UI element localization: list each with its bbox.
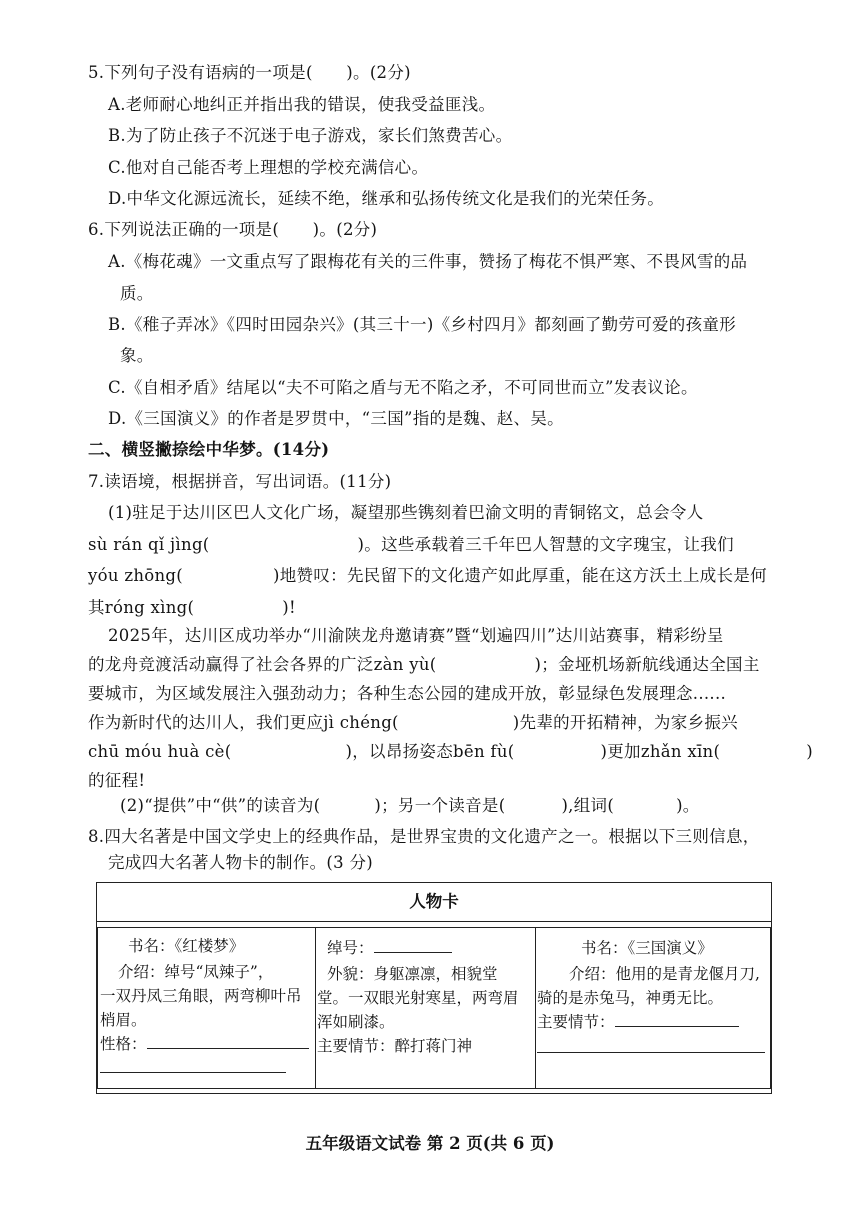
col2-nickname <box>327 936 452 960</box>
q5-option-a: A.老师耐心地纠正并指出我的错误，使我受益匪浅。 <box>108 95 496 114</box>
pinyin-rongxing: 其róng xìng( <box>88 598 195 617</box>
col1-trait-blank[interactable] <box>147 1034 309 1049</box>
q5-option-d: D.中华文化源远流长，延续不绝，继承和弘扬传统文化是我们的光荣任务。 <box>108 189 665 208</box>
col2-look-line2: 堂。一双眼光射寒星，两弯眉 <box>317 989 519 1007</box>
q7-p2-line4 <box>88 712 738 734</box>
col3-plot-blank-2[interactable] <box>537 1036 765 1053</box>
col2-plot: 主要情节：醉打蒋门神 <box>317 1037 473 1055</box>
q7-sub2-text-4: )。 <box>676 796 700 815</box>
q7-p2-line2-text: 的龙舟竞渡活动赢得了社会各界的广泛zàn yù( <box>88 655 437 674</box>
q6-option-a-line2: 质。 <box>120 284 154 303</box>
pinyin-choumouhuace: chū móu huà cè( <box>88 742 232 761</box>
card-column-shuihu <box>315 928 536 1088</box>
card-column-sanguo <box>535 928 771 1088</box>
q7-sub2-text-3: ),组词( <box>561 796 615 815</box>
pinyin-surangijing: sù rán qǐ jìng( <box>88 535 210 554</box>
q6-option-c: C.《自相矛盾》结尾以“夫不可陷之盾与无不陷之矛，不可同世而立”发表议论。 <box>108 378 698 397</box>
col3-plot-blank[interactable] <box>615 1012 739 1027</box>
q7-p1-line4 <box>88 597 296 619</box>
q7-stem: 7.读语境，根据拼音，写出词语。(11分) <box>88 472 392 491</box>
q6-option-b-line2: 象。 <box>120 346 154 365</box>
col3-intro-line1: 介绍：他用的是青龙偃月刀, <box>569 965 760 983</box>
q7-p2-line5 <box>88 741 813 763</box>
q7-p1-line3-text: )地赞叹：先民留下的文化遗产如此厚重，能在这方沃土上成长是何 <box>273 566 767 585</box>
q7-p2-line2-tail: )；金垭机场新航线通达全国主 <box>534 655 760 674</box>
q7-sub2 <box>120 795 700 817</box>
q5-stem: 5.下列句子没有语病的一项是( )。(2分) <box>88 63 411 82</box>
q7-p1-line2-text: )。这些承载着三千年巴人智慧的文字瑰宝，让我们 <box>357 535 734 554</box>
col1-intro-line1: 介绍：绰号“凤辣子”， <box>118 963 274 981</box>
card-title: 人物卡 <box>97 883 771 922</box>
col1-intro-line3: 梢眉。 <box>100 1011 147 1029</box>
col1-book: 书名：《红楼梦》 <box>128 937 245 955</box>
col2-look-line3: 浑如刷漆。 <box>317 1013 395 1031</box>
col1-extra-line <box>100 1056 286 1080</box>
card-column-honglou <box>98 928 316 1088</box>
q5-option-b: B.为了防止孩子不沉迷于电子游戏，家长们煞费苦心。 <box>108 126 513 145</box>
col1-trait-label: 性格： <box>100 1035 147 1053</box>
col2-nickname-blank[interactable] <box>374 938 452 953</box>
q7-p2-line6: 的征程! <box>88 771 146 790</box>
q5-option-c: C.他对自己能否考上理想的学校充满信心。 <box>108 158 429 177</box>
col2-nickname-label: 绰号： <box>327 939 374 957</box>
section-2-heading: 二、横竖撇捺绘中华梦。(14分) <box>88 440 330 459</box>
q7-p2-line1: 2025年，达川区成功举办“川渝陕龙舟邀请赛”暨“划遍四川”达川站赛事，精彩纷呈 <box>108 626 724 645</box>
q7-p2-line5-tail: ) <box>806 742 813 761</box>
page-footer: 五年级语文试卷 第 2 页(共 6 页) <box>305 1134 555 1153</box>
q7-p2-line4-text: 作为新时代的达川人，我们更应jì chéng( <box>88 713 399 732</box>
q8-stem-line1: 8.四大名著是中国文学史上的经典作品，是世界宝贵的文化遗产之一。根据以下三则信息， <box>88 827 760 846</box>
q7-sub2-text: (2)“提供”中“供”的读音为( <box>120 796 321 815</box>
q6-option-a-line1: A.《梅花魂》一文重点写了跟梅花有关的三件事，赞扬了梅花不惧严寒、不畏风雪的品 <box>108 252 748 271</box>
character-card-table <box>96 882 772 1094</box>
col1-trait-blank-2[interactable] <box>100 1058 286 1073</box>
col3-plot-label: 主要情节： <box>537 1013 615 1031</box>
col1-trait <box>100 1032 309 1056</box>
q7-p1-line2 <box>88 534 734 556</box>
q7-p1-line1: (1)驻足于达川区巴人文化广场，凝望那些镌刻着巴渝文明的青铜铭文，总会令人 <box>108 503 704 522</box>
card-columns <box>97 927 771 1089</box>
q7-p2-line4-tail: )先辈的开拓精神，为家乡振兴 <box>512 713 738 732</box>
q6-option-d: D.《三国演义》的作者是罗贯中，“三国”指的是魏、赵、吴。 <box>108 409 564 428</box>
q6-option-b-line1: B.《稚子弄冰》《四时田园杂兴》(其三十一)《乡村四月》都刻画了勤劳可爱的孩童形 <box>108 315 736 334</box>
col2-look-line1: 外貌：身躯凛凛，相貌堂 <box>327 965 498 983</box>
q8-stem-line2-text: 完成四大名著人物卡的制作。(3 分) <box>108 853 374 872</box>
q7-p2-line2 <box>88 654 760 676</box>
q6-stem: 6.下列说法正确的一项是( )。(2分) <box>88 220 378 239</box>
pinyin-youzhong: yóu zhōng( <box>88 566 184 585</box>
col3-intro-line2: 骑的是赤兔马，神勇无比。 <box>537 989 724 1007</box>
col1-intro-line2: 一双丹凤三角眼，两弯柳叶吊 <box>100 987 302 1005</box>
q7-sub2-text-2: )；另一个读音是( <box>374 796 506 815</box>
q7-p2-line3: 要城市，为区域发展注入强劲动力；各种生态公园的建成开放，彰显绿色发展理念...... <box>88 684 727 703</box>
pinyin-zhanxin: )更加zhǎn xīn( <box>600 742 721 761</box>
col3-book: 书名：《三国演义》 <box>581 939 713 957</box>
col3-plot <box>537 1010 739 1034</box>
pinyin-benfu: )，以昂扬姿态bēn fù( <box>345 742 515 761</box>
q7-p1-line4-text: )! <box>282 598 296 617</box>
q7-p1-line3 <box>88 565 767 587</box>
